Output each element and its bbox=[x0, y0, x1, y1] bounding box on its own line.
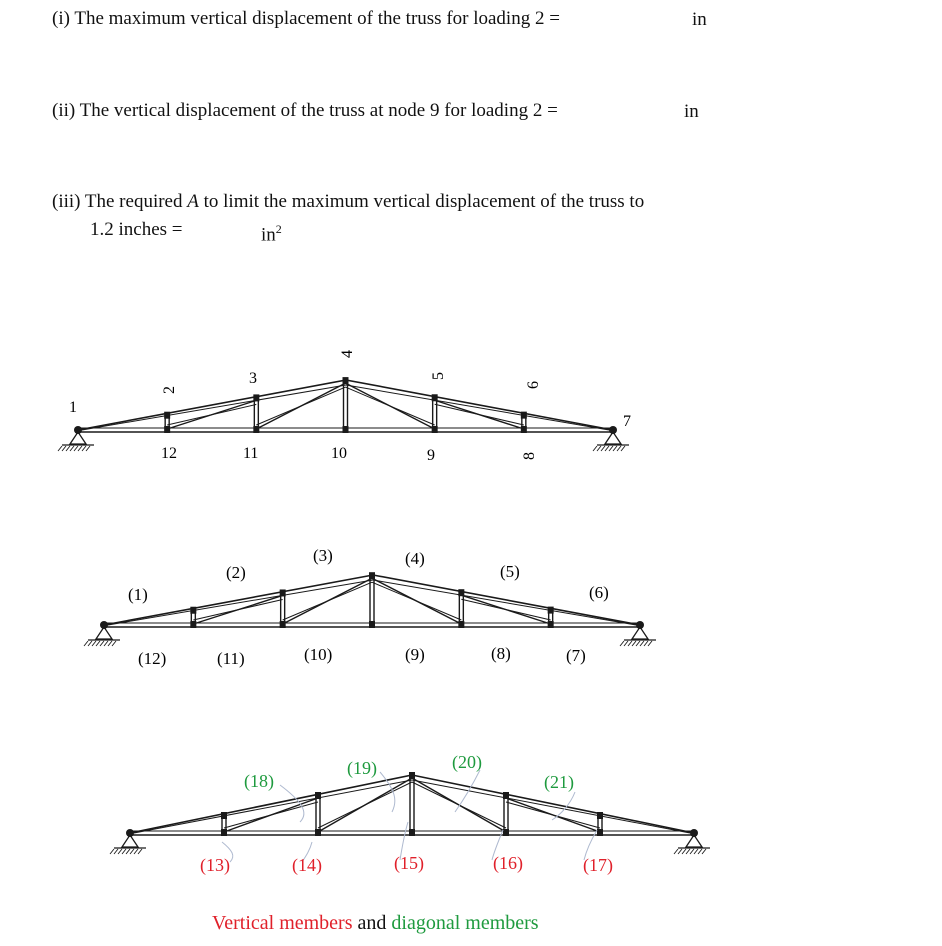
top-chord-right-inner bbox=[346, 385, 609, 430]
member-label-1: (1) bbox=[128, 585, 148, 604]
top-chord-left-inner bbox=[82, 385, 346, 430]
top-joint bbox=[409, 772, 415, 779]
member-label-21: (21) bbox=[544, 772, 574, 792]
support-hatch bbox=[88, 641, 92, 646]
member-label-7: (7) bbox=[566, 646, 586, 665]
member-label-2: (2) bbox=[226, 563, 246, 582]
member-label-16: (16) bbox=[493, 853, 523, 873]
member-label-15: (15) bbox=[394, 853, 424, 873]
question-3-unit bbox=[261, 216, 282, 248]
member-label-19: (19) bbox=[347, 758, 377, 778]
question-3-unit-sup: 2 bbox=[275, 222, 282, 236]
bottom-joint bbox=[253, 426, 259, 433]
support-hatch bbox=[130, 849, 134, 854]
support-hatch bbox=[593, 446, 597, 451]
question-3-unit-base: in bbox=[261, 224, 276, 246]
node-label-4: 4 bbox=[339, 350, 356, 358]
support-hatch bbox=[100, 641, 104, 646]
bottom-joint bbox=[221, 829, 227, 836]
question-3-line2: 1.2 inches = bbox=[90, 219, 183, 240]
support-hatch bbox=[698, 849, 702, 854]
node-label-5: 5 bbox=[430, 372, 447, 380]
support-hatch bbox=[96, 641, 100, 646]
support-hatch bbox=[632, 641, 636, 646]
support-hatch bbox=[605, 446, 609, 451]
support-hatch bbox=[134, 849, 138, 854]
question-2-unit: in bbox=[684, 101, 699, 122]
bottom-joint bbox=[369, 621, 375, 628]
support-hatch bbox=[678, 849, 682, 854]
bottom-joint bbox=[521, 426, 527, 433]
question-3-variable: A bbox=[187, 191, 199, 212]
member-label-17: (17) bbox=[583, 855, 613, 875]
member-label-8: (8) bbox=[491, 644, 511, 663]
question-1-unit: in bbox=[692, 9, 707, 30]
bottom-joint bbox=[597, 829, 603, 836]
support-hatch bbox=[644, 641, 648, 646]
member-label-6: (6) bbox=[589, 583, 609, 602]
support-hatch bbox=[62, 446, 66, 451]
support-hatch bbox=[82, 446, 86, 451]
bottom-joint bbox=[458, 621, 464, 628]
legend-diagonal-members: diagonal members bbox=[391, 912, 539, 934]
support-hatch bbox=[609, 446, 613, 451]
support-hatch bbox=[702, 849, 706, 854]
bottom-joint bbox=[409, 829, 415, 836]
member-label-14: (14) bbox=[292, 855, 322, 875]
support-hatch bbox=[78, 446, 82, 451]
top-joint bbox=[190, 607, 196, 614]
top-joint bbox=[164, 412, 170, 419]
question-3 bbox=[52, 189, 644, 215]
member-label-5: (5) bbox=[500, 562, 520, 581]
bottom-joint bbox=[343, 426, 349, 433]
top-chord-right bbox=[346, 380, 613, 430]
bottom-joint bbox=[164, 426, 170, 433]
support-hatch bbox=[636, 641, 640, 646]
member-label-4: (4) bbox=[405, 549, 425, 568]
member-label-3: (3) bbox=[313, 546, 333, 565]
support-hatch bbox=[66, 446, 70, 451]
leader-18 bbox=[280, 785, 304, 822]
question-1: (i) The maximum vertical displacement of the truss for loading 2 = bbox=[52, 8, 560, 29]
question-3-suffix: to limit the maximum vertical displacement of the truss to bbox=[198, 191, 645, 212]
support-hatch bbox=[138, 849, 142, 854]
top-joint bbox=[315, 792, 321, 799]
question-2: (ii) The vertical displacement of the truss at node 9 for loading 2 = bbox=[52, 100, 558, 121]
member-label-18: (18) bbox=[244, 771, 274, 791]
truss-diagram-nodes bbox=[0, 330, 942, 470]
node-label-12: 12 bbox=[161, 445, 177, 462]
support-hatch bbox=[108, 641, 112, 646]
support-hatch bbox=[126, 849, 130, 854]
question-3-prefix: (iii) The required bbox=[52, 191, 188, 212]
support-hatch bbox=[74, 446, 78, 451]
support-hatch bbox=[674, 849, 678, 854]
member-label-12: (12) bbox=[138, 649, 167, 668]
node-label-1: 1 bbox=[69, 399, 77, 416]
node-label-7: 7 bbox=[623, 413, 631, 430]
support-hatch bbox=[84, 641, 88, 646]
node-label-2: 2 bbox=[161, 386, 178, 394]
support-hatch bbox=[620, 641, 624, 646]
support-hatch bbox=[640, 641, 644, 646]
bottom-joint bbox=[280, 621, 286, 628]
bottom-joint bbox=[190, 621, 196, 628]
member-label-9: (9) bbox=[405, 645, 425, 664]
legend-vertical-members: Vertical members bbox=[212, 912, 353, 934]
support-hatch bbox=[114, 849, 118, 854]
support-hatch bbox=[613, 446, 617, 451]
support-hatch bbox=[648, 641, 652, 646]
support-hatch bbox=[70, 446, 74, 451]
support-hatch bbox=[112, 641, 116, 646]
support-hatch bbox=[104, 641, 108, 646]
legend-and: and bbox=[352, 912, 392, 934]
bottom-joint bbox=[548, 621, 554, 628]
support-hatch bbox=[110, 849, 114, 854]
node-label-10: 10 bbox=[331, 445, 347, 462]
top-joint bbox=[221, 812, 227, 819]
legend-caption bbox=[212, 910, 539, 936]
member-label-11: (11) bbox=[217, 649, 245, 668]
support-hatch bbox=[628, 641, 632, 646]
member-label-20: (20) bbox=[452, 752, 482, 772]
top-joint bbox=[597, 812, 603, 819]
support-hatch bbox=[58, 446, 62, 451]
support-hatch bbox=[86, 446, 90, 451]
top-joint bbox=[343, 377, 349, 384]
node-label-9: 9 bbox=[427, 447, 435, 464]
support-hatch bbox=[597, 446, 601, 451]
support-hatch bbox=[690, 849, 694, 854]
member-label-10: (10) bbox=[304, 645, 333, 664]
node-label-11: 11 bbox=[243, 445, 259, 462]
diagonal-member-inner bbox=[506, 802, 600, 828]
top-chord-left bbox=[78, 380, 346, 430]
support-hatch bbox=[686, 849, 690, 854]
node-label-8: 8 bbox=[521, 452, 538, 460]
support-hatch bbox=[621, 446, 625, 451]
node-label-3: 3 bbox=[249, 370, 257, 387]
support-hatch bbox=[118, 849, 122, 854]
truss-diagram-web bbox=[0, 740, 942, 890]
support-hatch bbox=[694, 849, 698, 854]
support-hatch bbox=[601, 446, 605, 451]
top-joint bbox=[548, 607, 554, 614]
truss-diagram-chords bbox=[0, 540, 942, 680]
member-label-13: (13) bbox=[200, 855, 230, 875]
support-hatch bbox=[122, 849, 126, 854]
top-joint bbox=[369, 572, 375, 579]
bottom-joint bbox=[432, 426, 438, 433]
top-joint bbox=[521, 412, 527, 419]
top-joint bbox=[503, 792, 509, 799]
support-hatch bbox=[682, 849, 686, 854]
support-hatch bbox=[92, 641, 96, 646]
support-hatch bbox=[617, 446, 621, 451]
support-hatch bbox=[624, 641, 628, 646]
node-label-6: 6 bbox=[525, 381, 542, 389]
